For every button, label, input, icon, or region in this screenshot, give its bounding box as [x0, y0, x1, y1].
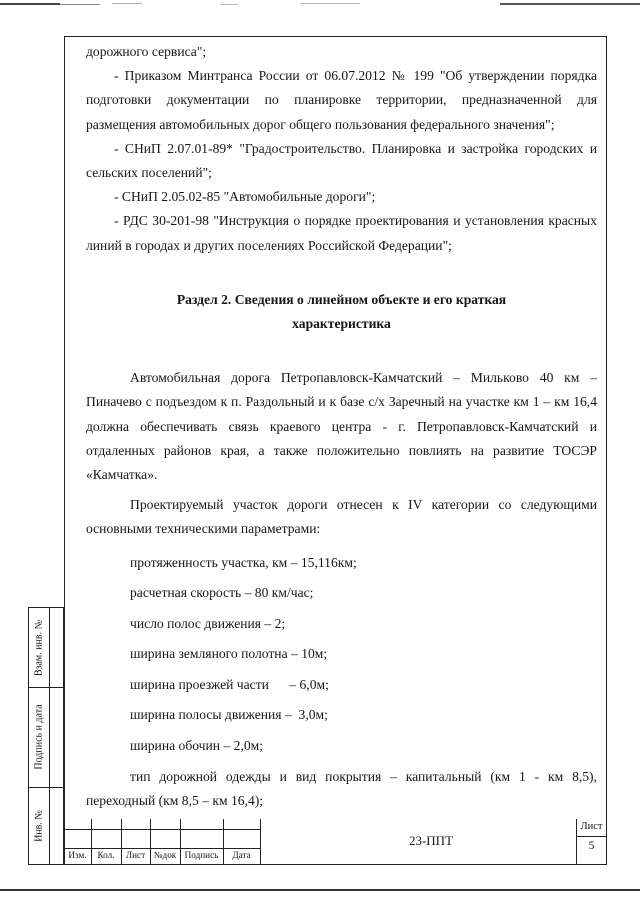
scan-edge-top	[0, 0, 640, 14]
paragraph: тип дорожной одежды и вид покрытия – капитальный (км 1 - км 8,5), переходный (км 8,5 – км 16,4);	[86, 769, 597, 809]
stamp-label: Инв. №	[33, 810, 45, 842]
title-block-col: Кол.	[97, 850, 115, 860]
parameter-item: ширина проезжей части – 6,0м;	[130, 676, 329, 692]
section-title: Раздел 2. Сведения о линейном объекте и его краткая	[176, 291, 507, 307]
paragraph: - СНиП 2.07.01-89* "Градостроительство. Планировка и застройка городских и сельских поселений";	[86, 140, 597, 181]
paragraph: - СНиП 2.05.02-85 "Автомобильные дороги";	[114, 189, 376, 205]
document-code: 23-ППТ	[408, 833, 454, 848]
parameter-item: ширина обочин – 2,0м;	[130, 737, 264, 753]
parameter-item: расчетная скорость – 80 км/час;	[130, 585, 314, 601]
paragraph: - Приказом Минтранса России от 06.07.2012 № 199 "Об утверждении порядка подготовки документации по планировке территории, предназначенной для размещения автомобильных дорог общего пользования федерального значения";	[86, 68, 597, 132]
description-paragraph: Автомобильная дорога Петропавловск-Камчатский – Мильково 40 км – Пиначево с подъездом к п. Раздольный и к базе с/х Заречный на участке км 1 – км 16,4 должна обеспечивать связь краевого центра - г. Петропавловск-Камчатский и отдаленных районов края, а также положительно повлиять на развитие ТОСЭР «Камчатка».	[86, 370, 597, 483]
sheet-number: 5	[588, 840, 595, 852]
parameter-item: ширина полосы движения – 3,0м;	[130, 707, 328, 723]
section-title-cont: характеристика	[292, 316, 391, 332]
stamp-label: Подпись и дата	[33, 704, 45, 770]
sheet-label: Лист	[580, 821, 603, 832]
parameter-item: ширина земляного полотна – 10м;	[130, 646, 328, 662]
scan-edge-bottom	[0, 886, 640, 894]
title-block-col: №док	[153, 850, 177, 860]
stamp-label: Взам. инв. №	[33, 619, 45, 677]
title-block-col: Изм.	[68, 850, 87, 860]
parameter-item: протяженность участка, км – 15,116км;	[130, 554, 357, 570]
title-block-col: Дата	[232, 850, 251, 860]
title-block-col: Подпись	[184, 850, 219, 860]
description-paragraph: Проектируемый участок дороги отнесен к IV категории со следующими основными техническими параметрами:	[86, 497, 597, 537]
title-block	[64, 819, 607, 865]
margin-stamp	[28, 607, 64, 865]
parameter-item: число полос движения – 2;	[130, 615, 286, 631]
paragraph: дорожного сервиса";	[86, 44, 207, 59]
title-block-col: Лист	[125, 850, 146, 860]
document-body	[86, 40, 597, 814]
paragraph: - РДС 30-201-98 "Инструкция о порядке проектирования и установления красных линий в городах и других поселениях Российской Федерации";	[86, 213, 597, 253]
